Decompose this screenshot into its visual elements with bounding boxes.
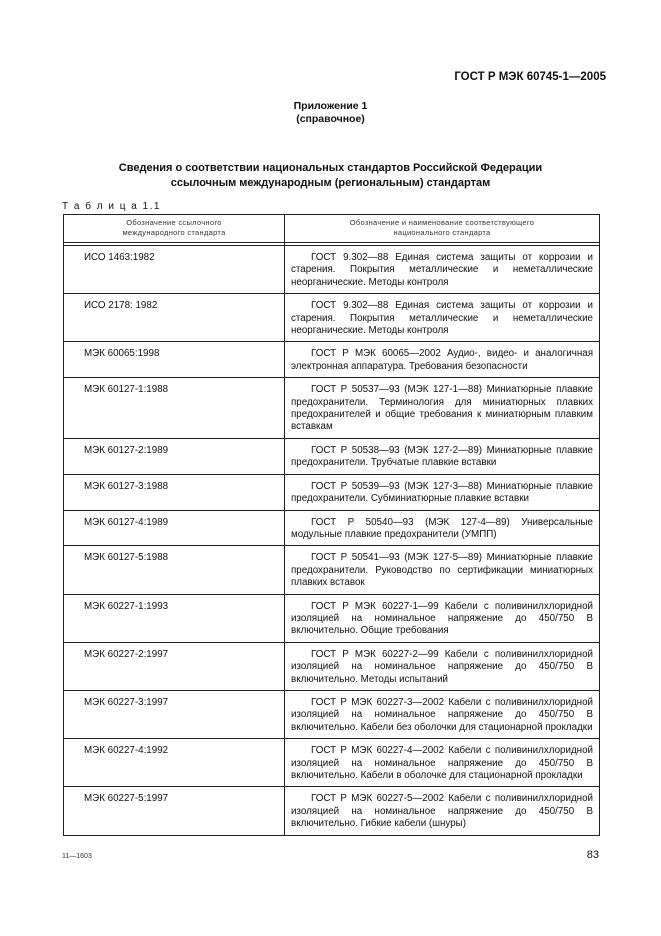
table-row [64, 246, 600, 294]
table-row [64, 294, 600, 342]
table-row [64, 474, 600, 510]
table-label: Т а б л и ц а 1.1 [62, 201, 161, 212]
national-standard-cell: ГОСТ Р МЭК 60227-4—2002 Кабели с поливинилхлоридной изоляцией на номинальное напряжение до 450/750 В включительно. Кабели в оболочке для стационарной прокладки [285, 739, 600, 787]
international-standard-cell: МЭК 60065:1998 [64, 342, 285, 378]
heading-line-1: Сведения о соответствии национальных стандартов Российской Федерации [118, 162, 543, 174]
section-heading [0, 161, 661, 191]
international-standard-cell: ИСО 1463:1982 [64, 246, 285, 294]
national-standard-cell: ГОСТ Р МЭК 60227-2—99 Кабели с поливинилхлоридной изоляцией на номинальное напряжение до 450/750 В включительно. Методы испытаний [285, 642, 600, 690]
international-standard-cell: ИСО 2178: 1982 [64, 294, 285, 342]
appendix-title: Приложение 1 [293, 100, 368, 112]
international-standard-cell: МЭК 60227-1:1993 [64, 594, 285, 642]
international-standard-cell: МЭК 60227-5:1997 [64, 787, 285, 835]
national-standard-cell: ГОСТ Р МЭК 60227-3—2002 Кабели с поливинилхлоридной изоляцией на номинальное напряжение до 450/750 В включительно. Кабели без оболочки для стационарной прокладки [285, 690, 600, 738]
table-row [64, 739, 600, 787]
table-body [64, 246, 600, 836]
national-standard-cell: ГОСТ Р 50541—93 (МЭК 127-5—89) Миниатюрные плавкие предохранители. Руководство по сертификации миниатюрных плавких вставок [285, 546, 600, 594]
table-row [64, 378, 600, 439]
print-code: 11—1603 [62, 853, 92, 860]
appendix-note: (справочное) [296, 113, 365, 125]
table-row [64, 546, 600, 594]
table-row [64, 342, 600, 378]
national-standard-cell: ГОСТ 9.302—88 Единая система защиты от коррозии и старения. Покрытия металлические и неметаллические неорганические. Методы контроля [285, 294, 600, 342]
national-standard-cell: ГОСТ Р МЭК 60227-1—99 Кабели с поливинилхлоридной изоляцией на номинальное напряжение до 450/750 В включительно. Общие требования [285, 594, 600, 642]
table-row [64, 642, 600, 690]
column-header-national: Обозначение и наименование соответствующего национального стандарта [285, 215, 600, 243]
international-standard-cell: МЭК 60227-4:1992 [64, 739, 285, 787]
national-standard-cell: ГОСТ Р 50538—93 (МЭК 127-2—89) Миниатюрные плавкие предохранители. Трубчатые плавкие вставки [285, 438, 600, 474]
international-standard-cell: МЭК 60227-3:1997 [64, 690, 285, 738]
document-code: ГОСТ Р МЭК 60745-1—2005 [454, 71, 606, 83]
national-standard-cell: ГОСТ Р 50539—93 (МЭК 127-3—88) Миниатюрные плавкие предохранители. Субминиатюрные плавкие вставки [285, 474, 600, 510]
table-row [64, 787, 600, 835]
international-standard-cell: МЭК 60127-4:1989 [64, 510, 285, 546]
heading-line-2: ссылочным международным (региональным) стандартам [170, 177, 491, 189]
international-standard-cell: МЭК 60127-1:1988 [64, 378, 285, 439]
international-standard-cell: МЭК 60127-5:1988 [64, 546, 285, 594]
national-standard-cell: ГОСТ 9.302—88 Единая система защиты от коррозии и старения. Покрытия металлические и неметаллические неорганические. Методы контроля [285, 246, 600, 294]
international-standard-cell: МЭК 60127-2:1989 [64, 438, 285, 474]
international-standard-cell: МЭК 60227-2:1997 [64, 642, 285, 690]
national-standard-cell: ГОСТ Р МЭК 60065—2002 Аудио-, видео- и аналогичная электронная аппаратура. Требования безопасности [285, 342, 600, 378]
national-standard-cell: ГОСТ Р 50540—93 (МЭК 127-4—89) Универсальные модульные плавкие предохранители (УМПП) [285, 510, 600, 546]
international-standard-cell: МЭК 60127-3:1988 [64, 474, 285, 510]
national-standard-cell: ГОСТ Р МЭК 60227-5—2002 Кабели с поливинилхлоридной изоляцией на номинальное напряжение до 450/750 В включительно. Гибкие кабели (шнуры) [285, 787, 600, 835]
page-number: 83 [586, 849, 599, 861]
table-row [64, 594, 600, 642]
table-row [64, 690, 600, 738]
table-row [64, 510, 600, 546]
standards-table [63, 214, 600, 836]
table-row [64, 438, 600, 474]
national-standard-cell: ГОСТ Р 50537—93 (МЭК 127-1—88) Миниатюрные плавкие предохранители. Терминология для миниатюрных плавких предохранителей и общие требования к миниатюрным плавким вставкам [285, 378, 600, 439]
column-header-international: Обозначение ссылочного международного стандарта [64, 215, 285, 243]
